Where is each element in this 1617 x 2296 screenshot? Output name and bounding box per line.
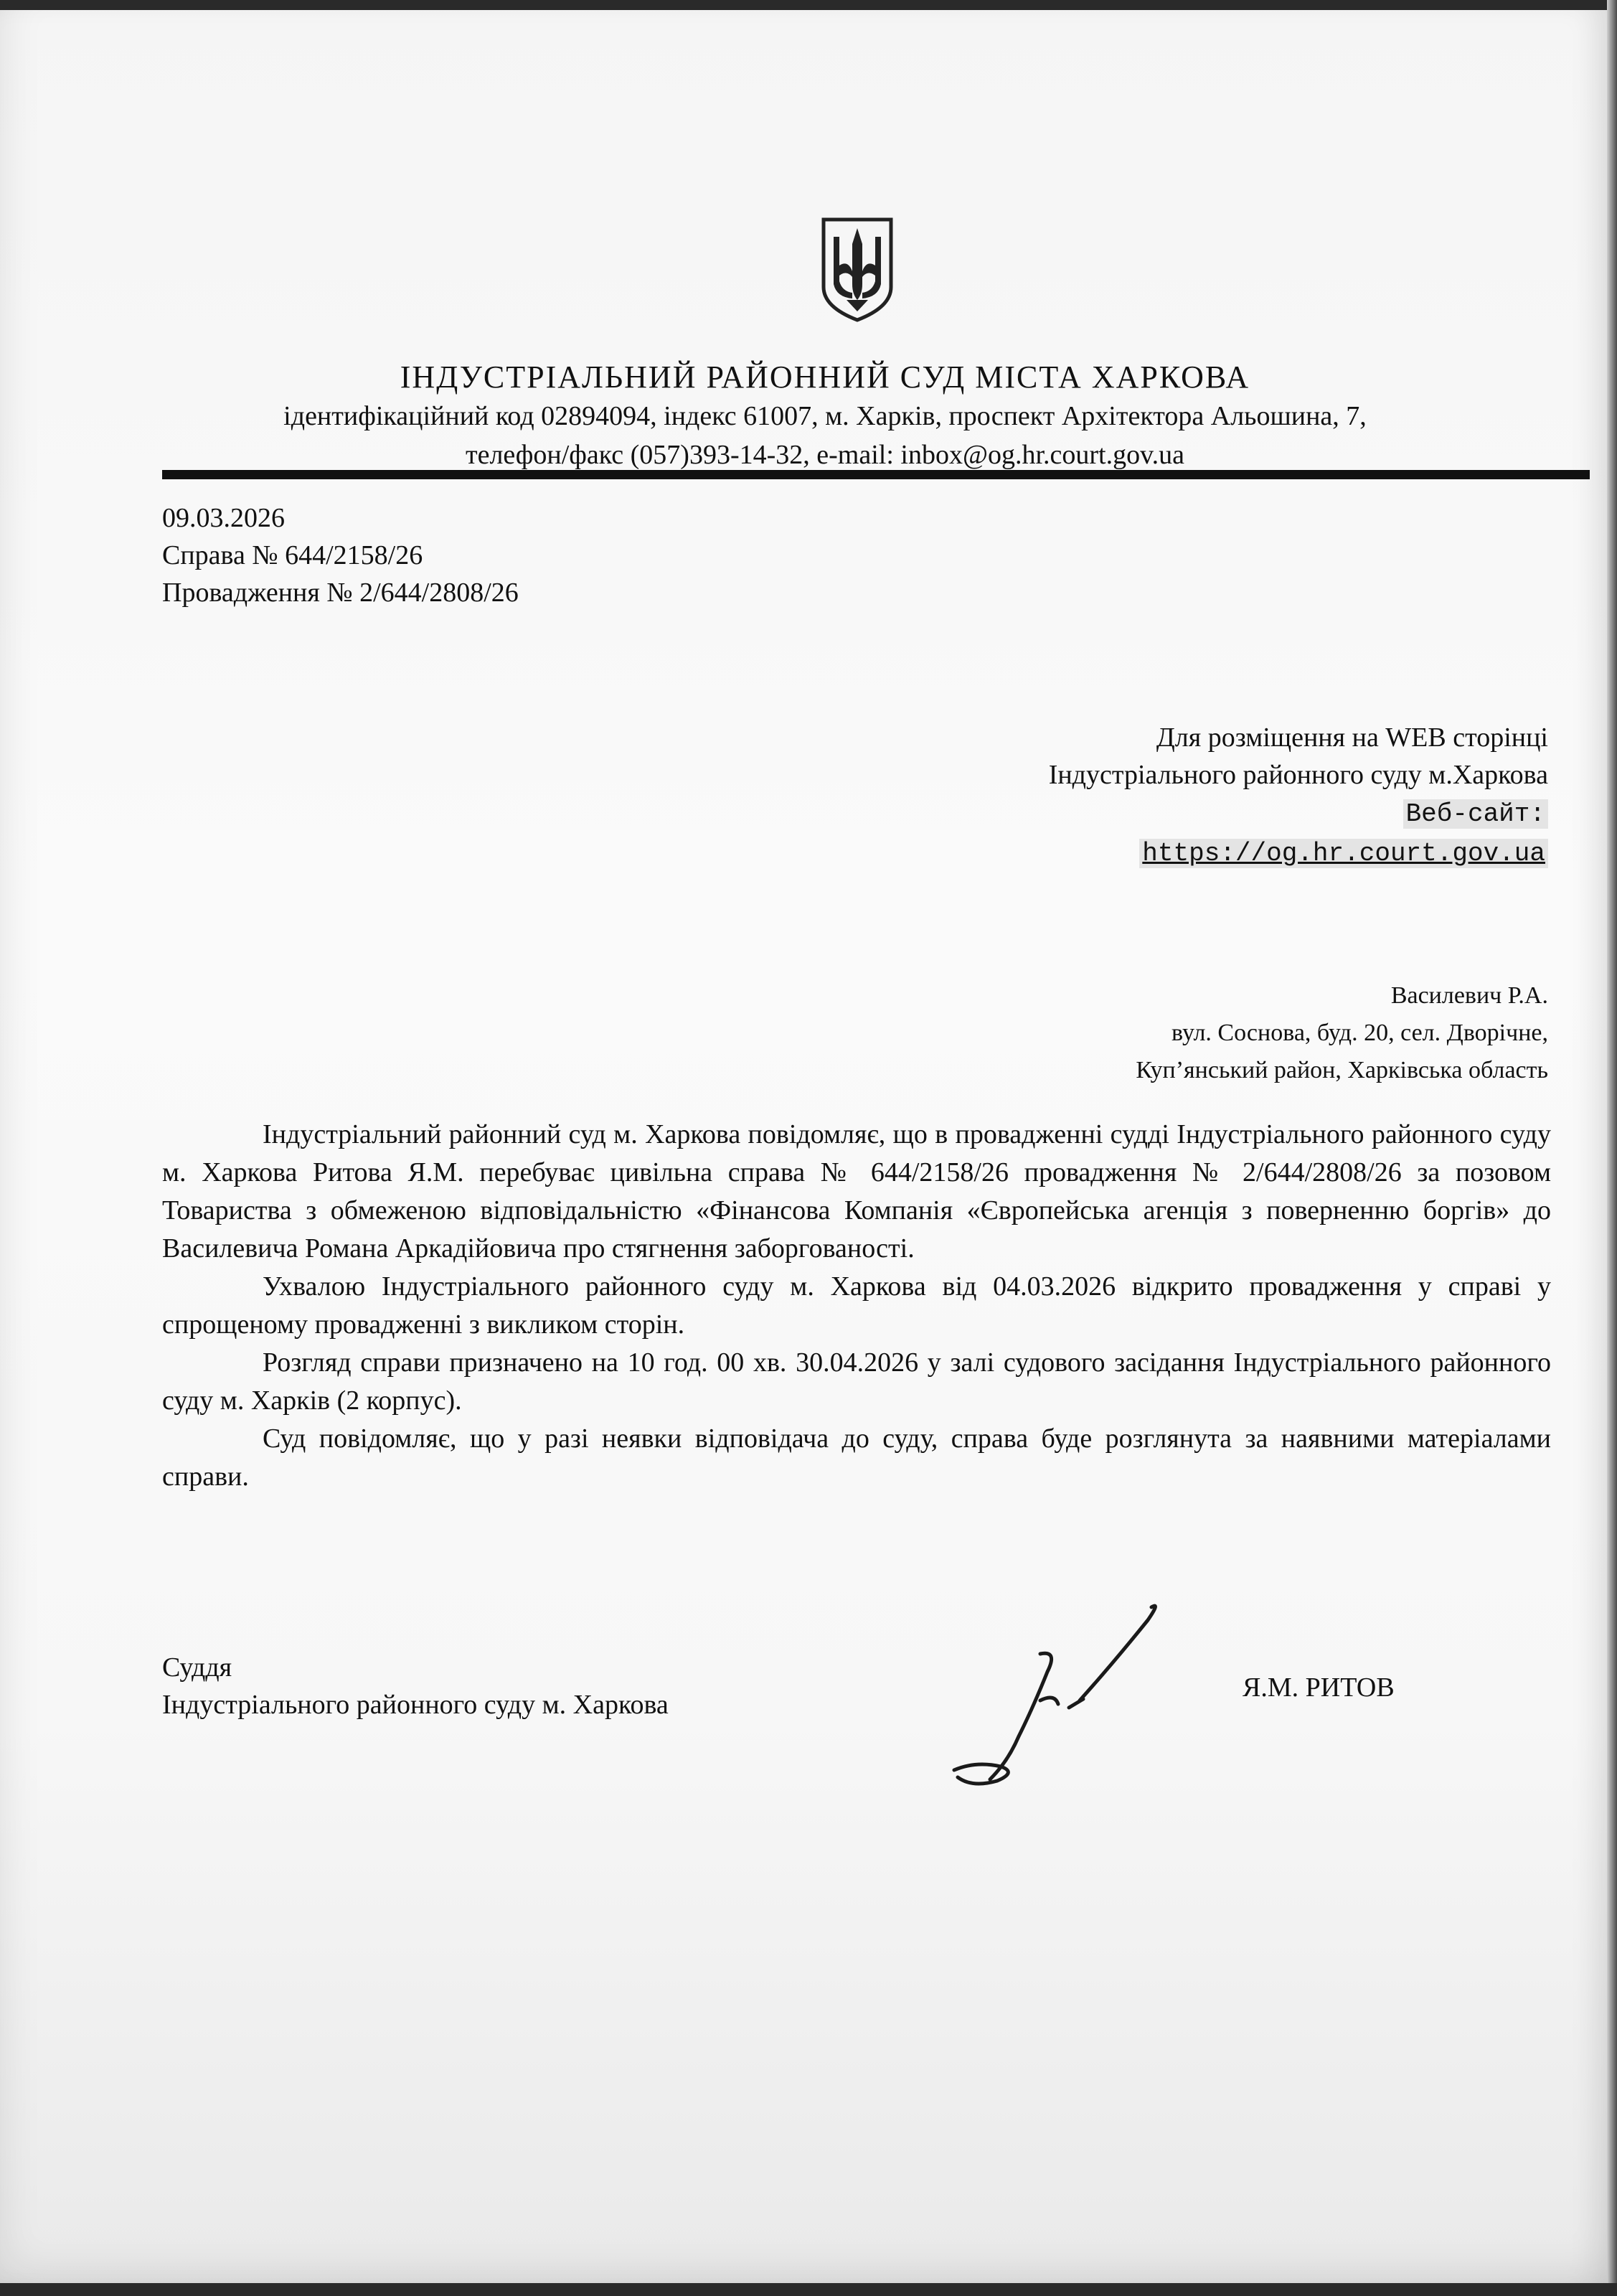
web-notice-block <box>1049 719 1548 872</box>
handwritten-signature <box>933 1600 1177 1794</box>
court-contact-line: телефон/факс (057)393-14-32, e-mail: inbox@og.hr.court.gov.ua <box>466 440 1184 470</box>
photo-edge-bottom <box>0 2283 1617 2296</box>
photo-edge-top <box>0 0 1617 10</box>
signatory-title-line1: Суддя <box>162 1652 232 1683</box>
body-paragraph-3: Розгляд справи призначено на 10 год. 00 хв. 30.04.2026 у залі судового засідання Індустріального районного суду м. Харків (2 корпус). <box>162 1347 1551 1416</box>
proceeding-number: Провадження № 2/644/2808/26 <box>162 578 519 608</box>
header-divider <box>162 470 1590 479</box>
notice-body <box>162 1116 1551 1496</box>
photo-edge-right <box>1607 0 1617 2296</box>
recipient-address-line2: Куп’янський район, Харківська область <box>1136 1057 1548 1083</box>
recipient-name: Василевич Р.А. <box>1390 982 1548 1009</box>
signatory-title <box>162 1649 669 1723</box>
body-paragraph-4: Суд повідомляє, що у разі неявки відповідача до суду, справа буде розглянута за наявними матеріалами справи. <box>162 1424 1551 1492</box>
court-name: ІНДУСТРІАЛЬНИЙ РАЙОННИЙ СУД МІСТА ХАРКОВА <box>400 359 1250 395</box>
recipient-block <box>1136 977 1548 1089</box>
case-number: Справа № 644/2158/26 <box>162 540 423 570</box>
recipient-address-line1: вул. Соснова, буд. 20, сел. Дворічне, <box>1172 1020 1548 1046</box>
body-paragraph-2: Ухвалою Індустріального районного суду м. Харкова від 04.03.2026 відкрито провадження у справі у спрощеному провадженні з викликом сторін. <box>162 1271 1551 1340</box>
website-link[interactable]: https://og.hr.court.gov.ua <box>1139 839 1548 868</box>
tryzub-emblem-icon <box>818 215 897 323</box>
court-identification-line: ідентифікаційний код 02894094, індекс 61007, м. Харків, проспект Архітектора Альошина, 7, <box>283 401 1367 431</box>
web-notice-line2: Індустріального районного суду м.Харкова <box>1048 760 1548 790</box>
signatory-name: Я.М. РИТОВ <box>1243 1672 1395 1703</box>
document-date: 09.03.2026 <box>162 503 285 533</box>
website-label: Веб-сайт: <box>1403 799 1548 829</box>
web-notice-line1: Для розміщення на WEB сторінці <box>1156 723 1548 753</box>
signatory-title-line2: Індустріального районного суду м. Харкова <box>162 1690 669 1720</box>
body-paragraph-1: Індустріальний районний суд м. Харкова повідомляє, що в провадженні судді Індустріального районного суду м. Харкова Ритова Я.М. перебуває цивільна справа № 644/2158/26 провадження № 2/644/2808/26 за позовом Товариства з обмеженою відповідальністю «Фінансова Компанія «Європейська агенція з поверненню боргів» до Василевича Романа Аркадійовича про стягнення заборгованості. <box>162 1119 1551 1264</box>
